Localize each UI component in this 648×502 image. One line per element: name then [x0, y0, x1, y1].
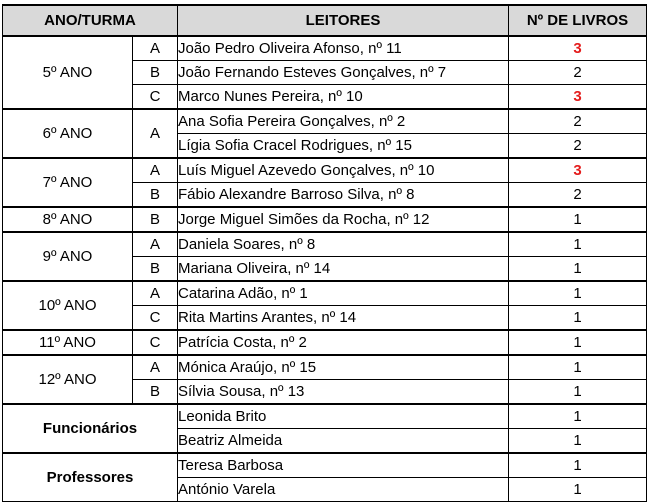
books-cell: 1 [509, 232, 647, 257]
turma-cell: A [133, 232, 178, 257]
reader-cell: Daniela Soares, nº 8 [178, 232, 509, 257]
reader-cell: Mariana Oliveira, nº 14 [178, 257, 509, 282]
turma-cell: C [133, 330, 178, 355]
table-row [3, 281, 647, 306]
books-cell: 1 [509, 306, 647, 331]
year-cell: 10º ANO [3, 281, 133, 330]
table-row [3, 207, 647, 232]
turma-cell: B [133, 257, 178, 282]
books-cell: 1 [509, 330, 647, 355]
reader-cell: António Varela [178, 478, 509, 502]
reader-cell: Jorge Miguel Simões da Rocha, nº 12 [178, 207, 509, 232]
turma-cell: B [133, 380, 178, 405]
books-cell: 3 [509, 158, 647, 183]
books-cell: 1 [509, 281, 647, 306]
reader-cell: Sílvia Sousa, nº 13 [178, 380, 509, 405]
turma-cell: B [133, 61, 178, 85]
table-row [3, 330, 647, 355]
reader-cell: Teresa Barbosa [178, 453, 509, 478]
year-cell: 11º ANO [3, 330, 133, 355]
books-cell: 3 [509, 36, 647, 61]
books-cell: 1 [509, 453, 647, 478]
header-ano-turma: ANO/TURMA [3, 5, 178, 36]
turma-cell: A [133, 109, 178, 158]
reader-cell: Beatriz Almeida [178, 429, 509, 454]
table-row [3, 36, 647, 61]
turma-cell: A [133, 281, 178, 306]
reader-cell: Leonida Brito [178, 404, 509, 429]
reader-cell: João Fernando Esteves Gonçalves, nº 7 [178, 61, 509, 85]
readers-table [2, 4, 647, 502]
reader-cell: Lígia Sofia Cracel Rodrigues, nº 15 [178, 134, 509, 159]
reader-cell: Mónica Araújo, nº 15 [178, 355, 509, 380]
year-cell: 7º ANO [3, 158, 133, 207]
table-row [3, 453, 647, 478]
books-cell: 1 [509, 404, 647, 429]
reader-cell: Luís Miguel Azevedo Gonçalves, nº 10 [178, 158, 509, 183]
table-row [3, 355, 647, 380]
books-cell: 1 [509, 429, 647, 454]
table-row [3, 158, 647, 183]
header-leitores: LEITORES [178, 5, 509, 36]
books-cell: 1 [509, 355, 647, 380]
reader-cell: Catarina Adão, nº 1 [178, 281, 509, 306]
books-cell: 2 [509, 134, 647, 159]
year-cell: 9º ANO [3, 232, 133, 281]
reader-cell: Fábio Alexandre Barroso Silva, nº 8 [178, 183, 509, 208]
reader-cell: Rita Martins Arantes, nº 14 [178, 306, 509, 331]
table-row [3, 232, 647, 257]
year-cell: 5º ANO [3, 36, 133, 109]
books-cell: 1 [509, 257, 647, 282]
books-cell: 2 [509, 183, 647, 208]
turma-cell: B [133, 183, 178, 208]
year-cell: 12º ANO [3, 355, 133, 404]
group-cell-funcionarios: Funcionários [3, 404, 178, 453]
header-row [3, 5, 647, 36]
turma-cell: A [133, 158, 178, 183]
year-cell: 8º ANO [3, 207, 133, 232]
group-cell-professores: Professores [3, 453, 178, 502]
year-cell: 6º ANO [3, 109, 133, 158]
reader-cell: Ana Sofia Pereira Gonçalves, nº 2 [178, 109, 509, 134]
turma-cell: C [133, 85, 178, 110]
books-cell: 2 [509, 61, 647, 85]
turma-cell: A [133, 36, 178, 61]
table-row [3, 109, 647, 134]
books-cell: 2 [509, 109, 647, 134]
books-cell: 1 [509, 380, 647, 405]
reader-cell: Patrícia Costa, nº 2 [178, 330, 509, 355]
turma-cell: A [133, 355, 178, 380]
books-cell: 1 [509, 478, 647, 502]
turma-cell: C [133, 306, 178, 331]
reader-cell: João Pedro Oliveira Afonso, nº 11 [178, 36, 509, 61]
reader-cell: Marco Nunes Pereira, nº 10 [178, 85, 509, 110]
table-row [3, 404, 647, 429]
turma-cell: B [133, 207, 178, 232]
header-num-livros: Nº DE LIVROS [509, 5, 647, 36]
books-cell: 1 [509, 207, 647, 232]
books-cell: 3 [509, 85, 647, 110]
